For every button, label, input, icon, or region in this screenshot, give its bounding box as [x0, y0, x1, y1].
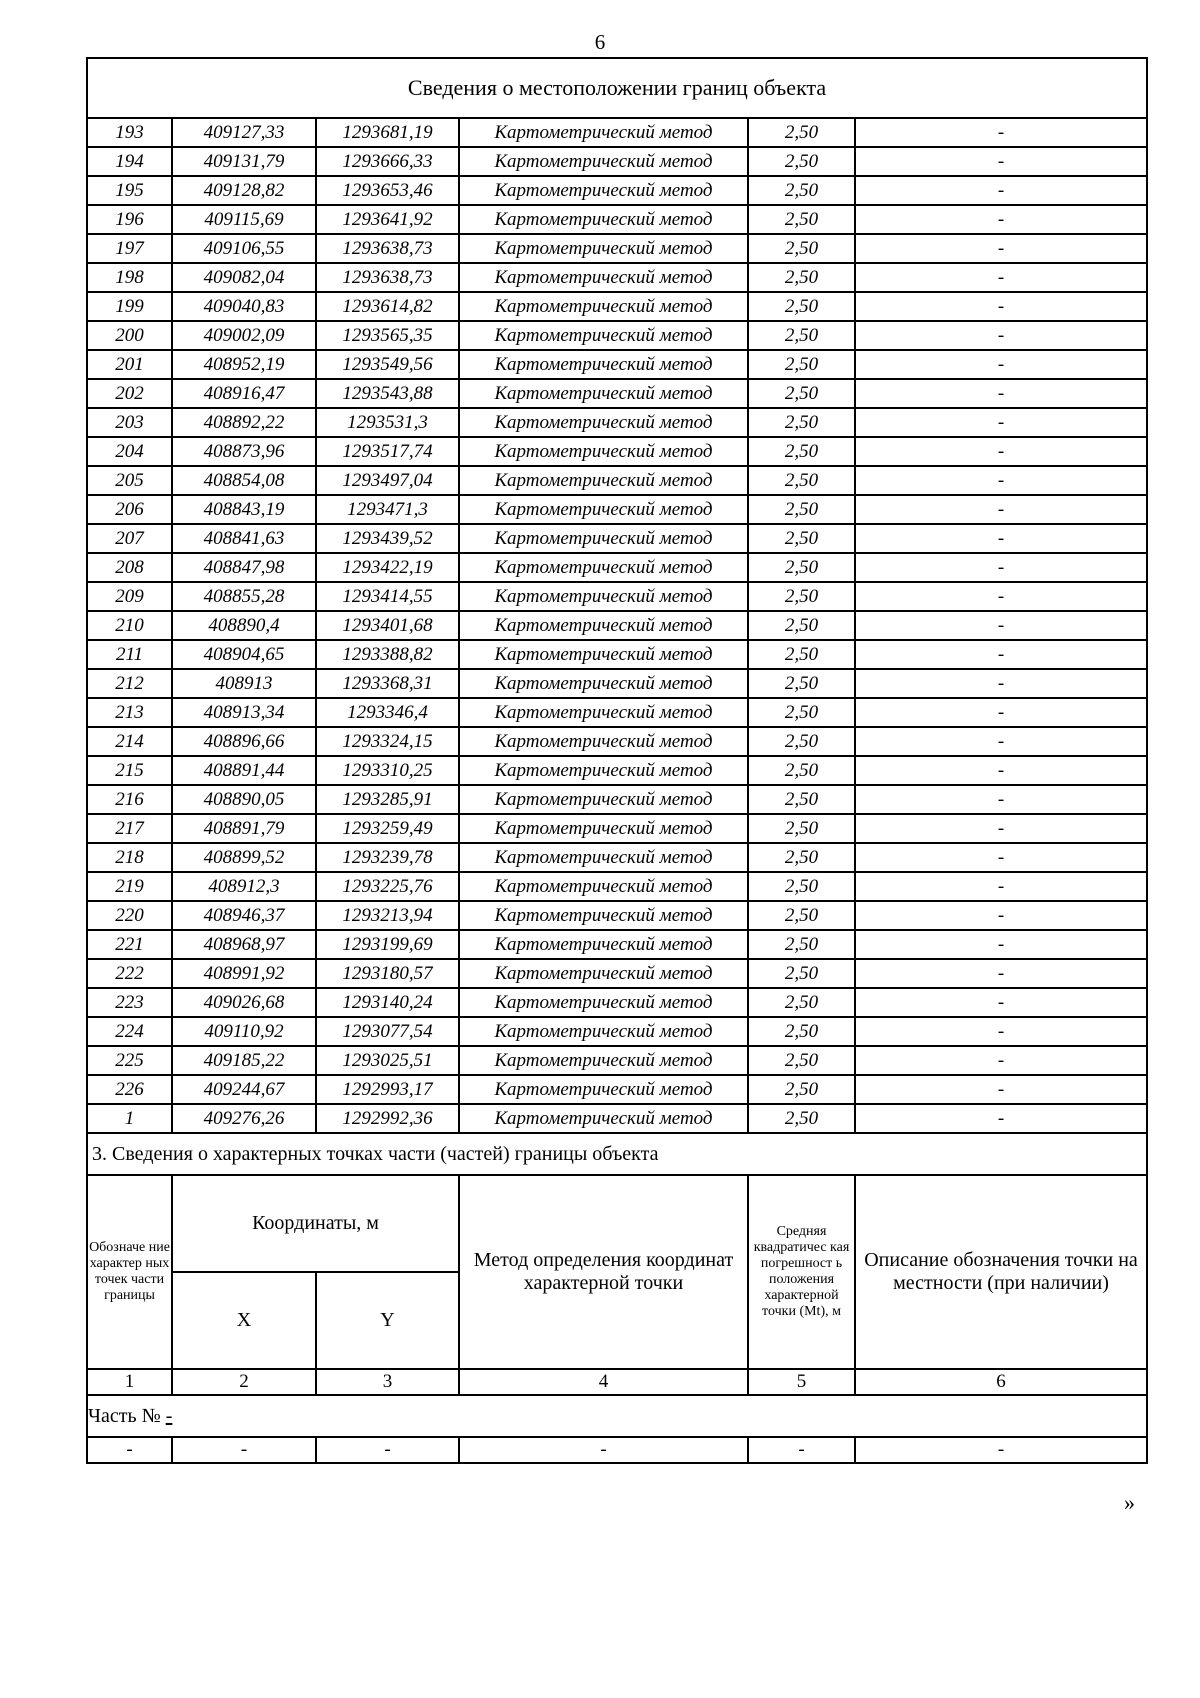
table-row: [87, 321, 1147, 350]
point-number-cell: 202: [87, 379, 172, 408]
y-coordinate-cell: 1293368,31: [316, 669, 459, 698]
y-coordinate-cell: 1293140,24: [316, 988, 459, 1017]
accuracy-cell: 2,50: [748, 379, 855, 408]
y-coordinate-cell: 1293239,78: [316, 843, 459, 872]
empty-cell: -: [87, 1437, 172, 1463]
description-cell: -: [855, 1046, 1147, 1075]
description-cell: -: [855, 611, 1147, 640]
method-cell: Картометрический метод: [459, 147, 748, 176]
accuracy-cell: 2,50: [748, 1104, 855, 1133]
accuracy-cell: 2,50: [748, 959, 855, 988]
table-row: [87, 176, 1147, 205]
table-row: [87, 466, 1147, 495]
method-cell: Картометрический метод: [459, 321, 748, 350]
y-coordinate-cell: 1293439,52: [316, 524, 459, 553]
description-cell: -: [855, 524, 1147, 553]
method-cell: Картометрический метод: [459, 611, 748, 640]
empty-cell: -: [459, 1437, 748, 1463]
point-number-cell: 209: [87, 582, 172, 611]
point-number-cell: 196: [87, 205, 172, 234]
description-cell: -: [855, 205, 1147, 234]
accuracy-cell: 2,50: [748, 843, 855, 872]
point-number-cell: 1: [87, 1104, 172, 1133]
description-cell: -: [855, 292, 1147, 321]
accuracy-cell: 2,50: [748, 350, 855, 379]
point-number-cell: 222: [87, 959, 172, 988]
method-cell: Картометрический метод: [459, 495, 748, 524]
x-coordinate-cell: 408912,3: [172, 872, 316, 901]
x-coordinate-cell: 408899,52: [172, 843, 316, 872]
table-row: [87, 292, 1147, 321]
point-number-cell: 215: [87, 756, 172, 785]
x-coordinate-cell: 408890,4: [172, 611, 316, 640]
y-coordinate-cell: 1293401,68: [316, 611, 459, 640]
table-row: [87, 1017, 1147, 1046]
table-row: [87, 1046, 1147, 1075]
point-number-cell: 225: [87, 1046, 172, 1075]
table-row: [87, 930, 1147, 959]
table-row: [87, 524, 1147, 553]
method-cell: Картометрический метод: [459, 118, 748, 147]
y-coordinate-cell: 1293310,25: [316, 756, 459, 785]
point-number-cell: 210: [87, 611, 172, 640]
table-row: [87, 379, 1147, 408]
empty-cell: -: [855, 1437, 1147, 1463]
accuracy-cell: 2,50: [748, 437, 855, 466]
description-cell: -: [855, 901, 1147, 930]
table-row: [87, 350, 1147, 379]
method-cell: Картометрический метод: [459, 988, 748, 1017]
method-cell: Картометрический метод: [459, 669, 748, 698]
header-description: Описание обозначения точки на местности (при наличии): [855, 1175, 1147, 1369]
y-coordinate-cell: 1293213,94: [316, 901, 459, 930]
empty-row: [87, 1437, 1147, 1463]
description-cell: -: [855, 176, 1147, 205]
y-coordinate-cell: 1293199,69: [316, 930, 459, 959]
accuracy-cell: 2,50: [748, 988, 855, 1017]
method-cell: Картометрический метод: [459, 176, 748, 205]
accuracy-cell: 2,50: [748, 263, 855, 292]
x-coordinate-cell: 409106,55: [172, 234, 316, 263]
point-number-cell: 216: [87, 785, 172, 814]
accuracy-cell: 2,50: [748, 234, 855, 263]
table-row: [87, 988, 1147, 1017]
header-coordinates: Координаты, м: [172, 1175, 459, 1272]
method-cell: Картометрический метод: [459, 843, 748, 872]
description-cell: -: [855, 640, 1147, 669]
point-number-cell: 212: [87, 669, 172, 698]
table-row: [87, 843, 1147, 872]
point-number-cell: 224: [87, 1017, 172, 1046]
accuracy-cell: 2,50: [748, 611, 855, 640]
point-number-cell: 201: [87, 350, 172, 379]
x-coordinate-cell: 409131,79: [172, 147, 316, 176]
method-cell: Картометрический метод: [459, 437, 748, 466]
table-row: [87, 901, 1147, 930]
description-cell: -: [855, 1104, 1147, 1133]
column-number: 2: [172, 1369, 316, 1395]
table-row: [87, 669, 1147, 698]
y-coordinate-cell: 1293388,82: [316, 640, 459, 669]
column-number: 3: [316, 1369, 459, 1395]
description-cell: -: [855, 756, 1147, 785]
table-row: [87, 640, 1147, 669]
accuracy-cell: 2,50: [748, 640, 855, 669]
table-row: [87, 872, 1147, 901]
y-coordinate-cell: 1293414,55: [316, 582, 459, 611]
boundary-table: [86, 57, 1148, 1464]
table-row: [87, 959, 1147, 988]
point-number-cell: 195: [87, 176, 172, 205]
table-row: [87, 1075, 1147, 1104]
description-cell: -: [855, 988, 1147, 1017]
accuracy-cell: 2,50: [748, 1046, 855, 1075]
x-coordinate-cell: 409115,69: [172, 205, 316, 234]
method-cell: Картометрический метод: [459, 408, 748, 437]
description-cell: -: [855, 147, 1147, 176]
x-coordinate-cell: 409185,22: [172, 1046, 316, 1075]
point-number-cell: 194: [87, 147, 172, 176]
part-number: -: [165, 1404, 173, 1427]
y-coordinate-cell: 1293225,76: [316, 872, 459, 901]
table-row: [87, 553, 1147, 582]
accuracy-cell: 2,50: [748, 147, 855, 176]
accuracy-cell: 2,50: [748, 176, 855, 205]
description-cell: -: [855, 495, 1147, 524]
y-coordinate-cell: 1293549,56: [316, 350, 459, 379]
table-row: [87, 495, 1147, 524]
x-coordinate-cell: 409082,04: [172, 263, 316, 292]
accuracy-cell: 2,50: [748, 118, 855, 147]
y-coordinate-cell: 1293346,4: [316, 698, 459, 727]
y-coordinate-cell: 1293641,92: [316, 205, 459, 234]
description-cell: -: [855, 350, 1147, 379]
point-number-cell: 211: [87, 640, 172, 669]
y-coordinate-cell: 1292992,36: [316, 1104, 459, 1133]
y-coordinate-cell: 1293025,51: [316, 1046, 459, 1075]
column-number: 6: [855, 1369, 1147, 1395]
method-cell: Картометрический метод: [459, 263, 748, 292]
column-number-row: [87, 1369, 1147, 1395]
table-row: [87, 1104, 1147, 1133]
accuracy-cell: 2,50: [748, 582, 855, 611]
x-coordinate-cell: 409110,92: [172, 1017, 316, 1046]
accuracy-cell: 2,50: [748, 901, 855, 930]
x-coordinate-cell: 408952,19: [172, 350, 316, 379]
point-number-cell: 198: [87, 263, 172, 292]
x-coordinate-cell: 408892,22: [172, 408, 316, 437]
y-coordinate-cell: 1293180,57: [316, 959, 459, 988]
method-cell: Картометрический метод: [459, 1017, 748, 1046]
accuracy-cell: 2,50: [748, 1075, 855, 1104]
y-coordinate-cell: 1292993,17: [316, 1075, 459, 1104]
table-row: [87, 582, 1147, 611]
point-number-cell: 208: [87, 553, 172, 582]
table-row: [87, 437, 1147, 466]
accuracy-cell: 2,50: [748, 495, 855, 524]
description-cell: -: [855, 437, 1147, 466]
description-cell: -: [855, 727, 1147, 756]
description-cell: -: [855, 118, 1147, 147]
description-cell: -: [855, 466, 1147, 495]
table-row: [87, 698, 1147, 727]
x-coordinate-cell: 408946,37: [172, 901, 316, 930]
y-coordinate-cell: 1293259,49: [316, 814, 459, 843]
table-row: [87, 408, 1147, 437]
empty-cell: -: [316, 1437, 459, 1463]
header-method: Метод определения координат характерной точки: [459, 1175, 748, 1369]
description-cell: -: [855, 234, 1147, 263]
method-cell: Картометрический метод: [459, 553, 748, 582]
table-title: Сведения о местоположении границ объекта: [87, 58, 1147, 118]
description-cell: -: [855, 669, 1147, 698]
accuracy-cell: 2,50: [748, 205, 855, 234]
description-cell: -: [855, 553, 1147, 582]
description-cell: -: [855, 321, 1147, 350]
method-cell: Картометрический метод: [459, 379, 748, 408]
point-number-cell: 217: [87, 814, 172, 843]
point-number-cell: 200: [87, 321, 172, 350]
y-coordinate-cell: 1293666,33: [316, 147, 459, 176]
method-cell: Картометрический метод: [459, 930, 748, 959]
x-coordinate-cell: 409002,09: [172, 321, 316, 350]
empty-cell: -: [748, 1437, 855, 1463]
description-cell: -: [855, 930, 1147, 959]
point-number-cell: 193: [87, 118, 172, 147]
point-number-cell: 203: [87, 408, 172, 437]
x-coordinate-cell: 408873,96: [172, 437, 316, 466]
table-row: [87, 727, 1147, 756]
x-coordinate-cell: 409276,26: [172, 1104, 316, 1133]
accuracy-cell: 2,50: [748, 524, 855, 553]
header-point-designation: Обозначе ние характер ных точек части границы: [87, 1175, 172, 1369]
y-coordinate-cell: 1293638,73: [316, 234, 459, 263]
x-coordinate-cell: 408843,19: [172, 495, 316, 524]
description-cell: -: [855, 379, 1147, 408]
point-number-cell: 223: [87, 988, 172, 1017]
x-coordinate-cell: 408968,97: [172, 930, 316, 959]
point-number-cell: 206: [87, 495, 172, 524]
header-x: X: [172, 1272, 316, 1369]
y-coordinate-cell: 1293077,54: [316, 1017, 459, 1046]
method-cell: Картометрический метод: [459, 1046, 748, 1075]
y-coordinate-cell: 1293638,73: [316, 263, 459, 292]
method-cell: Картометрический метод: [459, 1075, 748, 1104]
y-coordinate-cell: 1293422,19: [316, 553, 459, 582]
table-row: [87, 756, 1147, 785]
description-cell: -: [855, 698, 1147, 727]
accuracy-cell: 2,50: [748, 292, 855, 321]
y-coordinate-cell: 1293324,15: [316, 727, 459, 756]
header-accuracy: Средняя квадратичес кая погрешност ь положения характерной точки (Mt), м: [748, 1175, 855, 1369]
x-coordinate-cell: 409127,33: [172, 118, 316, 147]
accuracy-cell: 2,50: [748, 321, 855, 350]
method-cell: Картометрический метод: [459, 1104, 748, 1133]
y-coordinate-cell: 1293497,04: [316, 466, 459, 495]
method-cell: Картометрический метод: [459, 466, 748, 495]
y-coordinate-cell: 1293543,88: [316, 379, 459, 408]
x-coordinate-cell: 408891,79: [172, 814, 316, 843]
y-coordinate-cell: 1293653,46: [316, 176, 459, 205]
point-number-cell: 221: [87, 930, 172, 959]
description-cell: -: [855, 1075, 1147, 1104]
description-cell: -: [855, 814, 1147, 843]
part-label-cell: [87, 1395, 1147, 1437]
accuracy-cell: 2,50: [748, 930, 855, 959]
description-cell: -: [855, 408, 1147, 437]
table-row: [87, 118, 1147, 147]
x-coordinate-cell: 409244,67: [172, 1075, 316, 1104]
column-number: 5: [748, 1369, 855, 1395]
description-cell: -: [855, 582, 1147, 611]
y-coordinate-cell: 1293565,35: [316, 321, 459, 350]
description-cell: -: [855, 263, 1147, 292]
accuracy-cell: 2,50: [748, 553, 855, 582]
point-number-cell: 226: [87, 1075, 172, 1104]
description-cell: -: [855, 1017, 1147, 1046]
x-coordinate-cell: 408904,65: [172, 640, 316, 669]
accuracy-cell: 2,50: [748, 756, 855, 785]
accuracy-cell: 2,50: [748, 727, 855, 756]
table-row: [87, 263, 1147, 292]
method-cell: Картометрический метод: [459, 292, 748, 321]
x-coordinate-cell: 408896,66: [172, 727, 316, 756]
method-cell: Картометрический метод: [459, 234, 748, 263]
accuracy-cell: 2,50: [748, 785, 855, 814]
method-cell: Картометрический метод: [459, 698, 748, 727]
page-number: 6: [594, 30, 606, 54]
description-cell: -: [855, 959, 1147, 988]
part-label: Часть №: [88, 1404, 161, 1427]
x-coordinate-cell: 408854,08: [172, 466, 316, 495]
table-row: [87, 205, 1147, 234]
table-row: [87, 611, 1147, 640]
method-cell: Картометрический метод: [459, 727, 748, 756]
x-coordinate-cell: 408913,34: [172, 698, 316, 727]
closing-quote: »: [1124, 1490, 1135, 1515]
point-number-cell: 219: [87, 872, 172, 901]
x-coordinate-cell: 408855,28: [172, 582, 316, 611]
point-number-cell: 199: [87, 292, 172, 321]
method-cell: Картометрический метод: [459, 872, 748, 901]
method-cell: Картометрический метод: [459, 524, 748, 553]
x-coordinate-cell: 408991,92: [172, 959, 316, 988]
method-cell: Картометрический метод: [459, 205, 748, 234]
empty-cell: -: [172, 1437, 316, 1463]
x-coordinate-cell: 408916,47: [172, 379, 316, 408]
accuracy-cell: 2,50: [748, 698, 855, 727]
method-cell: Картометрический метод: [459, 350, 748, 379]
header-y: Y: [316, 1272, 459, 1369]
point-number-cell: 207: [87, 524, 172, 553]
column-number: 1: [87, 1369, 172, 1395]
section3-title: 3. Сведения о характерных точках части (частей) границы объекта: [87, 1133, 1147, 1175]
y-coordinate-cell: 1293517,74: [316, 437, 459, 466]
x-coordinate-cell: 409040,83: [172, 292, 316, 321]
table-row: [87, 147, 1147, 176]
x-coordinate-cell: 408891,44: [172, 756, 316, 785]
accuracy-cell: 2,50: [748, 669, 855, 698]
x-coordinate-cell: 408913: [172, 669, 316, 698]
description-cell: -: [855, 785, 1147, 814]
method-cell: Картометрический метод: [459, 814, 748, 843]
method-cell: Картометрический метод: [459, 959, 748, 988]
table-row: [87, 234, 1147, 263]
method-cell: Картометрический метод: [459, 901, 748, 930]
point-number-cell: 205: [87, 466, 172, 495]
table-row: [87, 814, 1147, 843]
y-coordinate-cell: 1293614,82: [316, 292, 459, 321]
y-coordinate-cell: 1293471,3: [316, 495, 459, 524]
x-coordinate-cell: 409026,68: [172, 988, 316, 1017]
accuracy-cell: 2,50: [748, 814, 855, 843]
accuracy-cell: 2,50: [748, 1017, 855, 1046]
point-number-cell: 213: [87, 698, 172, 727]
point-number-cell: 220: [87, 901, 172, 930]
accuracy-cell: 2,50: [748, 408, 855, 437]
x-coordinate-cell: 408890,05: [172, 785, 316, 814]
y-coordinate-cell: 1293531,3: [316, 408, 459, 437]
column-number: 4: [459, 1369, 748, 1395]
point-number-cell: 214: [87, 727, 172, 756]
y-coordinate-cell: 1293285,91: [316, 785, 459, 814]
method-cell: Картометрический метод: [459, 756, 748, 785]
point-number-cell: 218: [87, 843, 172, 872]
x-coordinate-cell: 408841,63: [172, 524, 316, 553]
x-coordinate-cell: 409128,82: [172, 176, 316, 205]
y-coordinate-cell: 1293681,19: [316, 118, 459, 147]
point-number-cell: 204: [87, 437, 172, 466]
description-cell: -: [855, 872, 1147, 901]
method-cell: Картометрический метод: [459, 640, 748, 669]
description-cell: -: [855, 843, 1147, 872]
x-coordinate-cell: 408847,98: [172, 553, 316, 582]
method-cell: Картометрический метод: [459, 582, 748, 611]
accuracy-cell: 2,50: [748, 466, 855, 495]
point-number-cell: 197: [87, 234, 172, 263]
method-cell: Картометрический метод: [459, 785, 748, 814]
table-row: [87, 785, 1147, 814]
accuracy-cell: 2,50: [748, 872, 855, 901]
